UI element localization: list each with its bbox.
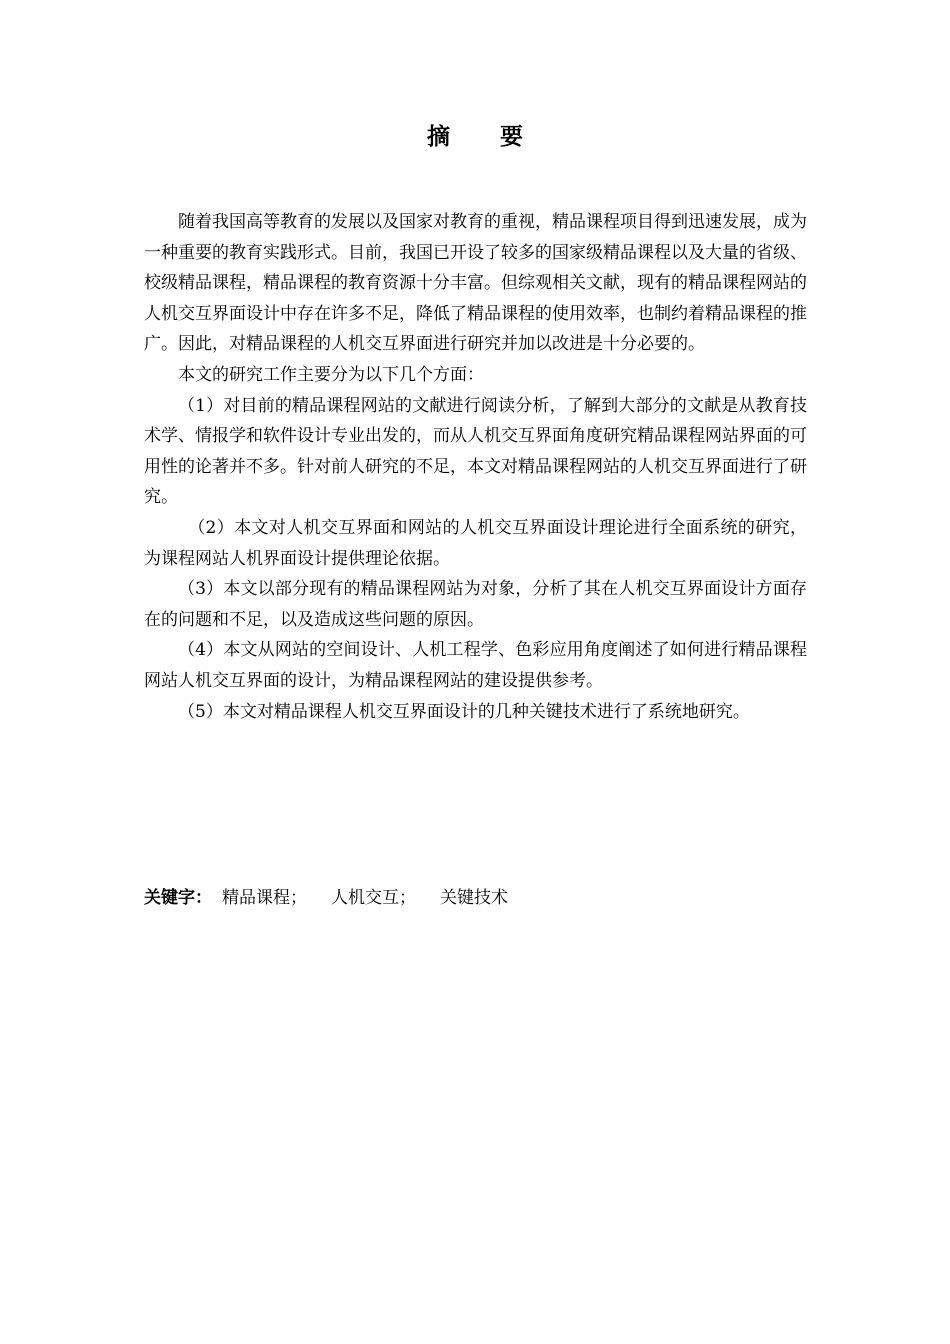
keyword-item: 关键技术 [440,888,508,908]
abstract-item-5: （5）本文对精品课程人机交互界面设计的几种关键技术进行了系统地研究。 [178,701,750,722]
abstract-paragraph-intro: 随着我国高等教育的发展以及国家对教育的重视，精品课程项目得到迅速发展，成为一种重要的教育实践形式。目前，我国已开设了较多的国家级精品课程以及大量的省级、校级精品课程，精品课程的教育资源十分丰富。但综观相关文献，现有的精品课程网站的人机交互界面设计中存在许多不足，降低了精品课程的使用效率，也制约着精品课程的推广。因此，对精品课程的人机交互界面进行研究并加以改进是十分必要的。 [144,212,807,355]
abstract-title [0,118,950,151]
abstract-item-1: （1）对目前的精品课程网站的文献进行阅读分析，了解到大部分的文献是从教育技术学、情报学和软件设计专业出发的，而从人机交互界面角度研究精品课程网站界面的可用性的论著并不多。针对前人研究的不足，本文对精品课程网站的人机交互界面进行了研究。 [144,395,807,508]
keywords-label: 关键字： [144,888,212,908]
title-char-1: 摘 [427,124,450,150]
abstract-paragraph-overview: 本文的研究工作主要分为以下几个方面： [178,364,484,385]
keyword-item: 人机交互； [331,888,416,908]
abstract-item-2: （2）本文对人机交互界面和网站的人机交互界面设计理论进行全面系统的研究，为课程网站人机界面设计提供理论依据。 [144,517,807,569]
abstract-item-3: （3）本文以部分现有的精品课程网站为对象，分析了其在人机交互界面设计方面存在的问题和不足，以及造成这些问题的原因。 [144,579,807,630]
keywords-line [144,883,807,913]
title-char-2: 要 [500,124,523,150]
abstract-body [144,207,807,727]
abstract-item-4: （4）本文从网站的空间设计、人机工程学、色彩应用角度阐述了如何进行精品课程网站人机交互界面的设计，为精品课程网站的建设提供参考。 [144,640,807,691]
keyword-item: 精品课程； [222,888,307,908]
